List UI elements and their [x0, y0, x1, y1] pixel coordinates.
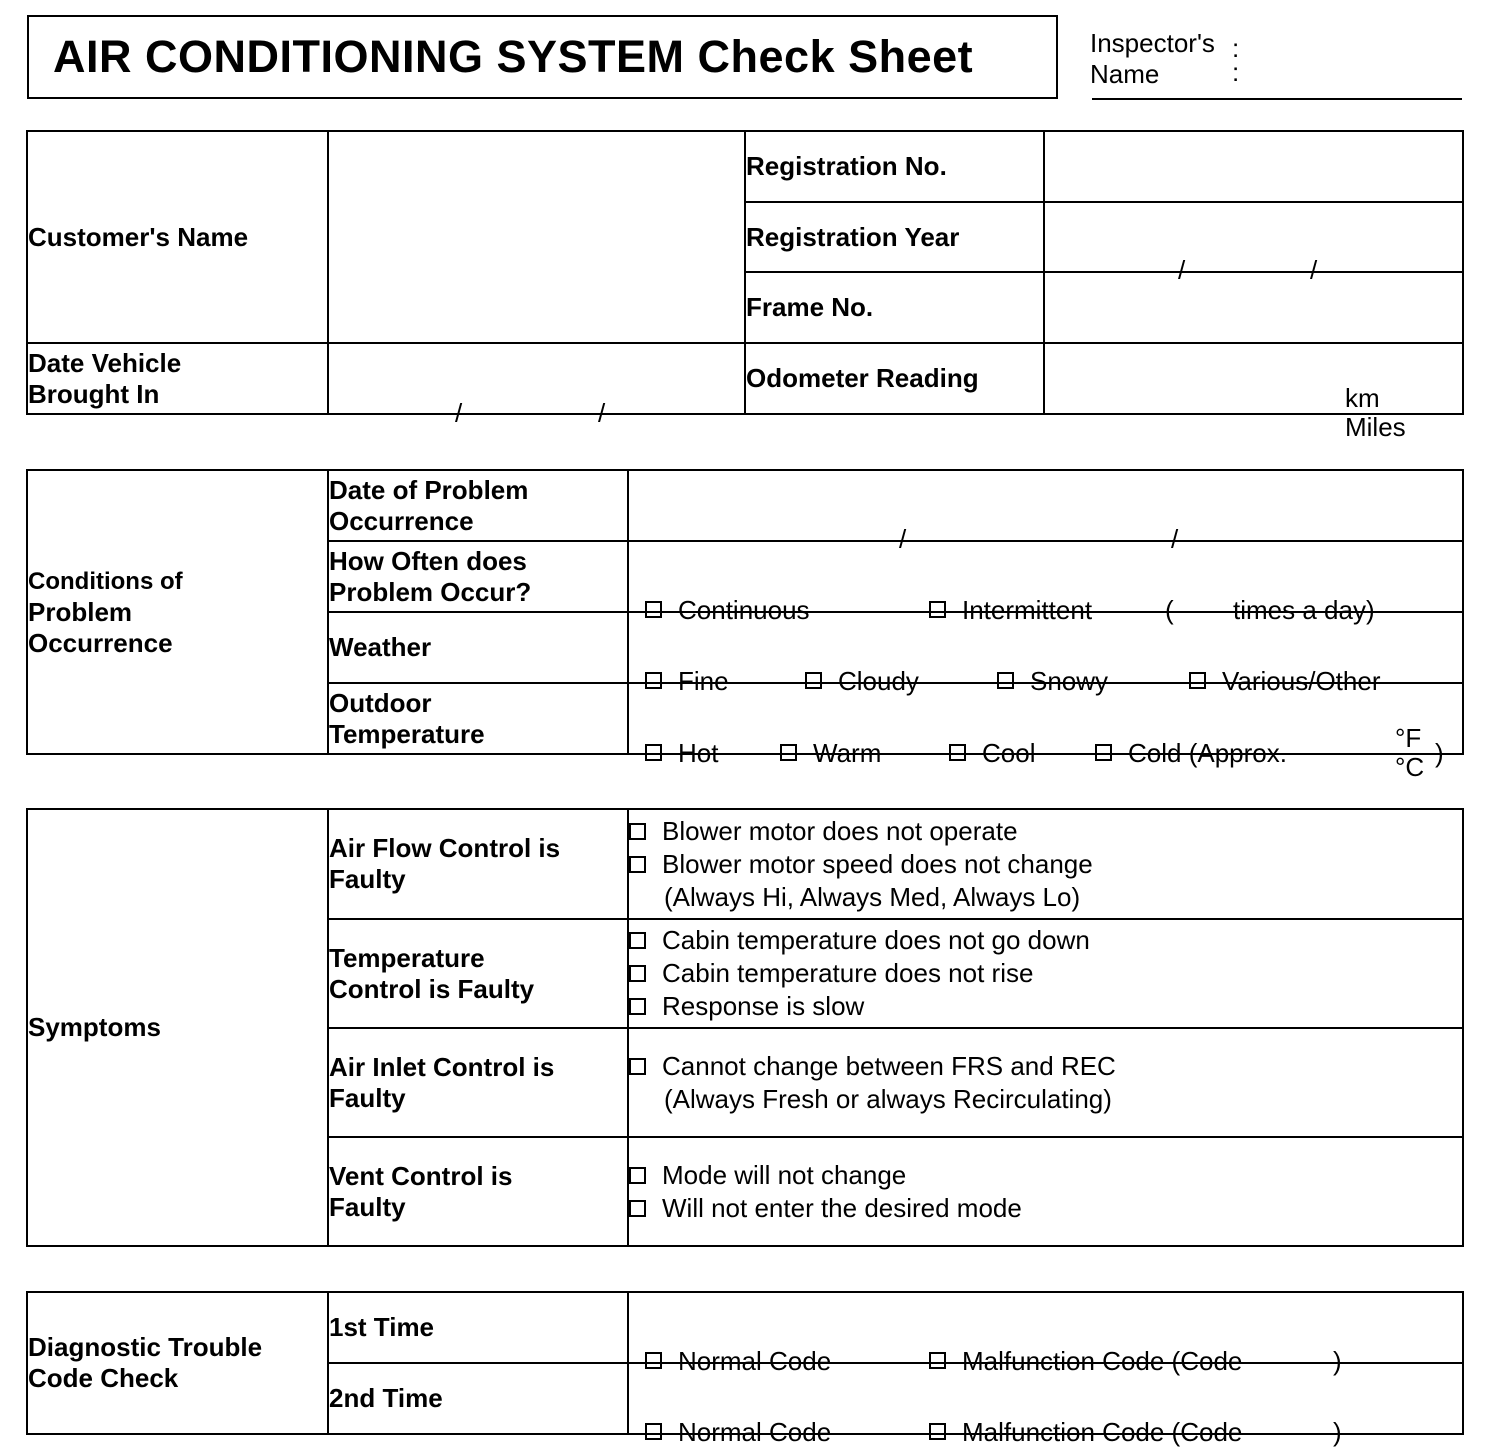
dtc-first-time-options	[628, 1292, 1463, 1376]
date-separator: /	[1178, 255, 1186, 285]
open-paren: (	[1165, 594, 1174, 625]
option-fine[interactable]: Fine	[645, 666, 729, 697]
checkbox[interactable]	[629, 1058, 646, 1075]
checkbox[interactable]	[929, 1423, 946, 1440]
temperature-control-label: Temperature Control is Faulty	[328, 919, 628, 1028]
checkbox[interactable]	[629, 1200, 646, 1217]
checkbox[interactable]	[929, 601, 946, 618]
inspector-name-label: Inspector's Name	[1090, 28, 1215, 89]
air-inlet-control-label: Air Inlet Control is Faulty	[328, 1028, 628, 1137]
conditions-section-label: Conditions of Problem Occurrence	[27, 470, 328, 754]
option-snowy[interactable]: Snowy	[997, 666, 1108, 697]
option-blower-not-operate[interactable]: Blower motor does not operate	[629, 815, 1462, 848]
temperature-units: °F °C	[1395, 722, 1425, 782]
odometer-field[interactable]	[1044, 343, 1463, 442]
option-various-other[interactable]: Various/Other	[1189, 666, 1380, 697]
registration-no-field[interactable]	[1044, 131, 1463, 202]
dtc-first-time-label: 1st Time	[328, 1292, 628, 1363]
option-hot[interactable]: Hot	[645, 738, 718, 769]
checkbox[interactable]	[629, 932, 646, 949]
temperature-control-options	[628, 919, 1463, 1028]
option-temp-not-rise[interactable]: Cabin temperature does not rise	[629, 957, 1462, 990]
air-inlet-control-options	[628, 1028, 1463, 1137]
inspector-colon: : :	[1232, 33, 1240, 87]
checkbox[interactable]	[629, 998, 646, 1015]
airflow-note: (Always Hi, Always Med, Always Lo)	[664, 881, 1081, 912]
vent-control-label: Vent Control is Faulty	[328, 1137, 628, 1246]
checkbox[interactable]	[645, 601, 662, 618]
option-not-enter-mode[interactable]: Will not enter the desired mode	[629, 1192, 1462, 1225]
how-often-options	[628, 541, 1463, 625]
airflow-control-label: Air Flow Control is Faulty	[328, 809, 628, 919]
dtc-second-time-label: 2nd Time	[328, 1363, 628, 1434]
option-continuous[interactable]: Continuous	[645, 595, 810, 626]
checkbox[interactable]	[997, 672, 1014, 689]
problem-date-field[interactable]	[628, 470, 1463, 554]
checkbox[interactable]	[629, 823, 646, 840]
frame-no-label: Frame No.	[745, 272, 1044, 343]
page-title	[27, 15, 1058, 99]
option-normal-code[interactable]: Normal Code	[645, 1417, 831, 1448]
checkbox[interactable]	[780, 744, 797, 761]
option-temp-not-down[interactable]: Cabin temperature does not go down	[629, 924, 1462, 957]
checkbox[interactable]	[949, 744, 966, 761]
close-paren: )	[1435, 737, 1444, 768]
registration-year-label: Registration Year	[745, 202, 1044, 272]
checkbox[interactable]	[645, 672, 662, 689]
date-separator: /	[1310, 255, 1318, 285]
checkbox[interactable]	[1095, 744, 1112, 761]
registration-year-field[interactable]	[1044, 202, 1463, 285]
option-warm[interactable]: Warm	[780, 738, 881, 769]
outdoor-temperature-label: Outdoor Temperature	[328, 683, 628, 754]
odometer-units: km Miles	[1345, 382, 1406, 442]
checkbox[interactable]	[805, 672, 822, 689]
option-malfunction-code[interactable]: Malfunction Code (Code	[929, 1417, 1242, 1448]
frame-no-field[interactable]	[1044, 272, 1463, 343]
checkbox[interactable]	[645, 1352, 662, 1369]
date-separator: /	[455, 397, 463, 428]
date-separator: /	[1171, 523, 1179, 554]
customer-name-label: Customer's Name	[27, 131, 328, 343]
close-paren: )	[1333, 1416, 1342, 1447]
option-mode-not-change[interactable]: Mode will not change	[629, 1159, 1462, 1192]
option-response-slow[interactable]: Response is slow	[629, 990, 1462, 1023]
option-cold[interactable]: Cold (Approx.	[1095, 738, 1287, 769]
symptoms-section-label: Symptoms	[27, 809, 328, 1246]
close-paren: )	[1333, 1345, 1342, 1376]
weather-label: Weather	[328, 612, 628, 683]
vent-control-options	[628, 1137, 1463, 1246]
customer-name-field[interactable]	[328, 131, 745, 343]
date-separator: /	[899, 523, 907, 554]
checkbox[interactable]	[929, 1352, 946, 1369]
odometer-label: Odometer Reading	[745, 343, 1044, 414]
option-malfunction-code[interactable]: Malfunction Code (Code	[929, 1346, 1242, 1377]
problem-date-label: Date of Problem Occurrence	[328, 470, 628, 541]
registration-no-label: Registration No.	[745, 131, 1044, 202]
checkbox[interactable]	[629, 856, 646, 873]
option-cannot-change-frs-rec[interactable]: Cannot change between FRS and REC	[629, 1050, 1462, 1083]
how-often-label: How Often does Problem Occur?	[328, 541, 628, 612]
option-cool[interactable]: Cool	[949, 738, 1035, 769]
dtc-table	[26, 1291, 1464, 1447]
date-brought-in-field[interactable]	[328, 343, 745, 428]
times-a-day-text: times a day)	[1233, 594, 1375, 625]
checkbox[interactable]	[645, 1423, 662, 1440]
option-intermittent[interactable]: Intermittent	[929, 595, 1092, 626]
checkbox[interactable]	[1189, 672, 1206, 689]
dtc-section-label: Diagnostic Trouble Code Check	[27, 1292, 328, 1434]
inspector-name-field[interactable]	[1092, 98, 1462, 100]
title-text: AIR CONDITIONING SYSTEM Check Sheet	[53, 31, 974, 82]
date-brought-in-label: Date Vehicle Brought In	[27, 343, 328, 414]
symptoms-table	[26, 808, 1464, 1247]
checkbox[interactable]	[629, 1167, 646, 1184]
checkbox[interactable]	[645, 744, 662, 761]
airflow-control-options	[628, 809, 1463, 919]
date-separator: /	[598, 397, 606, 428]
vehicle-info-table	[26, 130, 1464, 442]
option-normal-code[interactable]: Normal Code	[645, 1346, 831, 1377]
option-cloudy[interactable]: Cloudy	[805, 666, 919, 697]
option-blower-speed-not-change[interactable]: Blower motor speed does not change	[629, 848, 1462, 881]
checkbox[interactable]	[629, 965, 646, 982]
conditions-table	[26, 469, 1464, 782]
inlet-note: (Always Fresh or always Recirculating)	[664, 1083, 1112, 1114]
